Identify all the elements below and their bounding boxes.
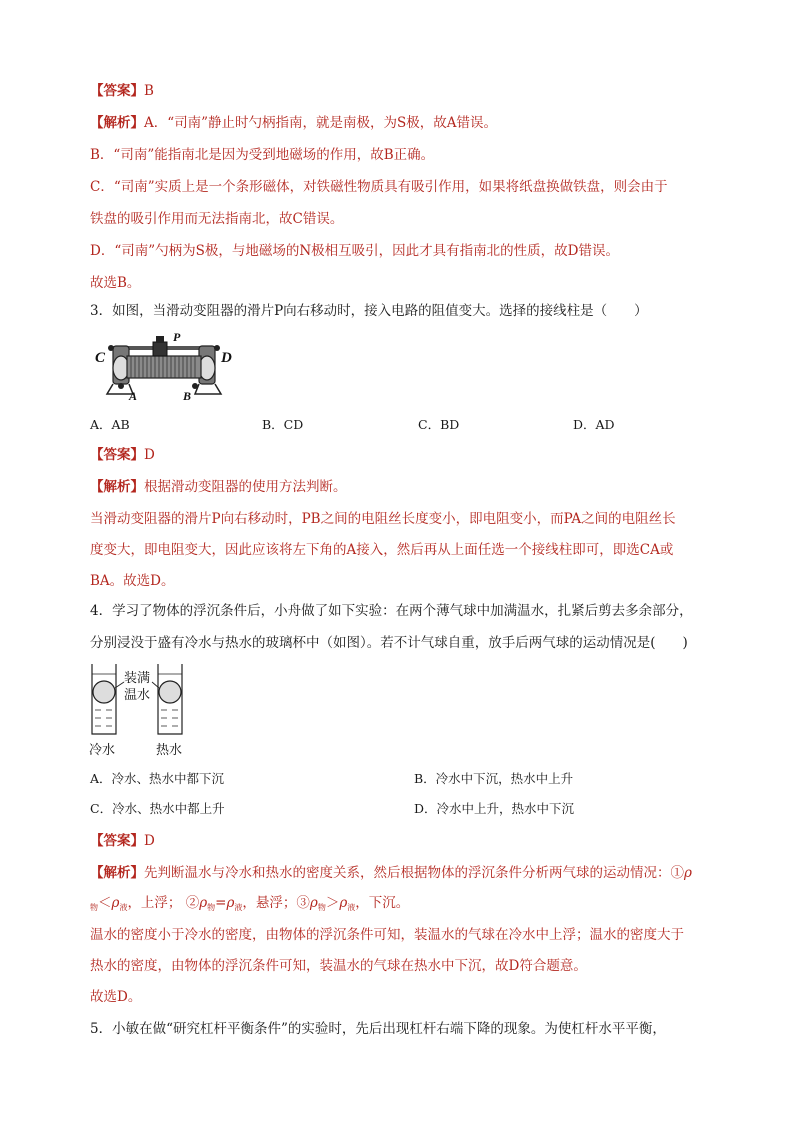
option-a[interactable]: A．冷水、热水中都下沉 (90, 771, 225, 786)
option-a[interactable]: A．AB (90, 417, 130, 432)
analysis-line: 温水的密度小于冷水的密度，由物体的浮沉条件可知，装温水的气球在冷水中上浮；温水的密度大于 (90, 927, 684, 943)
slider-p (153, 342, 167, 356)
label-fill-bottom: 温水 (124, 688, 151, 703)
label-cold-water: 冷水 (89, 743, 116, 758)
answer-line-q2 (90, 82, 154, 100)
balloon-figure (88, 662, 200, 760)
analysis-line: 铁盘的吸引作用而无法指南北，故C错误。 (90, 211, 344, 227)
answer-line-q3 (90, 446, 155, 464)
analysis-tag: 【解析】 (90, 865, 144, 881)
balloon-cold (93, 681, 115, 703)
analysis-tag: 【解析】 (90, 479, 144, 495)
option-d[interactable]: D．AD (573, 417, 615, 432)
question-stem-q5: 5．小敏在做“研究杠杆平衡条件”的实验时，先后出现杠杆右端下降的现象。为使杠杆水平平衡， (90, 1021, 666, 1037)
analysis-line: BA。故选D。 (90, 573, 175, 589)
analysis-line: 【解析】根据滑动变阻器的使用方法判断。 (90, 479, 347, 495)
analysis-line: 热水的密度，由物体的浮沉条件可知，装温水的气球在热水中下沉，故D符合题意。 (90, 958, 587, 974)
formula-line: $_物<\rho_液$，上浮； $②\rho_物=\rho_液$，悬浮；$③\rho_物>\rho_液$，下沉。 (90, 895, 410, 912)
analysis-line: 度变大，即电阻变大，因此应该将左下角的A接入，然后再从上面任选一个接线柱即可，即选CA或 (90, 542, 674, 558)
answer-tag: 【答案】 (90, 447, 144, 463)
option-d[interactable]: D．冷水中上升，热水中下沉 (414, 801, 575, 816)
analysis-line: C．“司南”实质上是一个条形磁体，对铁磁性物质具有吸引作用，如果将纸盘换做铁盘，则会由于 (90, 179, 668, 195)
option-b[interactable]: B．CD (262, 417, 304, 432)
analysis-tag: 【解析】 (90, 115, 144, 131)
answer-value: D (144, 447, 155, 463)
question-stem-q4: 分别浸没于盛有冷水与热水的玻璃杯中（如图）。若不计气球自重，放手后两气球的运动情况是( ) (90, 635, 688, 651)
option-b[interactable]: B．冷水中下沉，热水中上升 (414, 771, 574, 786)
analysis-line: D．“司南”勺柄为S极，与地磁场的N极相互吸引，因此才具有指南北的性质，故D错误。 (90, 243, 620, 259)
label-fill-top: 装满 (124, 671, 151, 686)
label-hot-water: 热水 (156, 743, 183, 758)
label-a: A (129, 389, 138, 402)
answer-tag: 【答案】 (90, 83, 144, 99)
answer-line-q4 (90, 832, 155, 850)
balloon-hot (159, 681, 181, 703)
answer-value: D (144, 833, 155, 849)
conclusion-line: 故选B。 (90, 275, 141, 291)
option-c[interactable]: C．BD (418, 417, 460, 432)
question-stem-q3: 3．如图，当滑动变阻器的滑片P向右移动时，接入电路的阻值变大。选择的接线柱是（ ） (90, 303, 648, 319)
rho-symbol: ρ (684, 865, 692, 881)
question-stem-q4: 4．学习了物体的浮沉条件后，小舟做了如下实验：在两个薄气球中加满温水，扎紧后剪去多余部分， (90, 603, 693, 619)
analysis-line: 【解析】先判断温水与冷水和热水的密度关系，然后根据物体的浮沉条件分析两气球的运动情况：①ρ (90, 865, 692, 881)
terminal-a (118, 383, 124, 389)
analysis-line: 当滑动变阻器的滑片P向右移动时，PB之间的电阻丝长度变小，即电阻变小，而PA之间的电阻丝长 (90, 511, 676, 527)
rheostat-figure (93, 330, 235, 402)
answer-tag: 【答案】 (90, 833, 144, 849)
label-b: B (183, 389, 192, 402)
option-c[interactable]: C．冷水、热水中都上升 (90, 801, 225, 816)
analysis-line: 【解析】A．“司南”静止时勺柄指南，就是南极，为S极，故A错误。 (90, 115, 498, 131)
answer-value: B (144, 83, 154, 99)
resistance-coil (127, 356, 201, 378)
terminal-c (108, 345, 114, 351)
label-p: P (173, 330, 181, 344)
conclusion-line: 故选D。 (90, 989, 142, 1005)
label-c: C (95, 350, 106, 366)
terminal-d (214, 345, 220, 351)
analysis-line: B．“司南”能指南北是因为受到地磁场的作用，故B正确。 (90, 147, 435, 163)
label-d: D (221, 350, 232, 366)
